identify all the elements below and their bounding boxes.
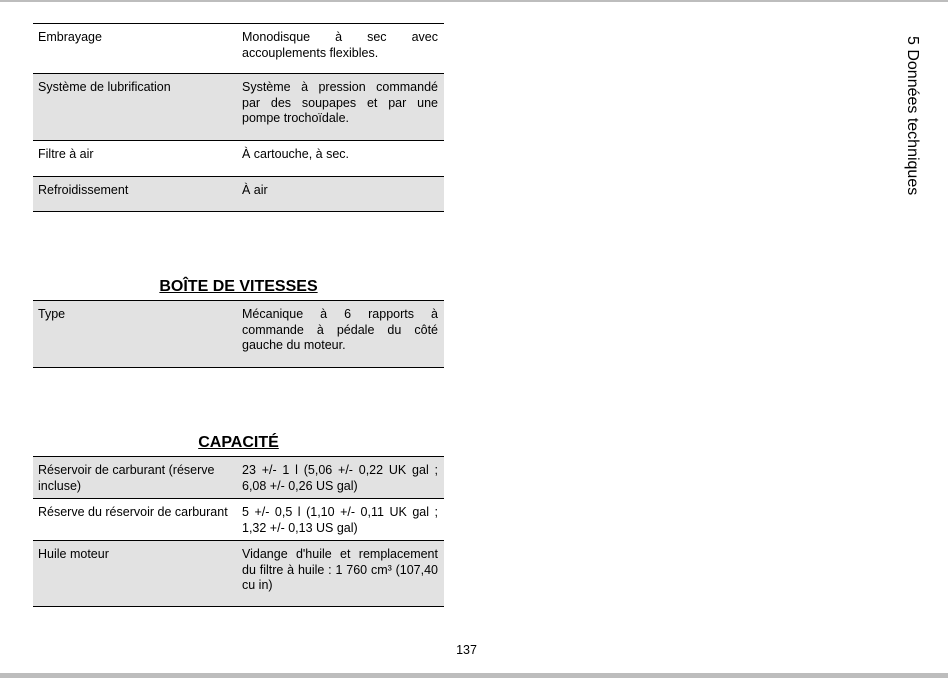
row-value: Vidange d'huile et remplacement du filtre à huile : 1 760 cm³ (107,40 cu in)	[242, 547, 438, 592]
table-row	[33, 141, 444, 177]
specs-table-capacity	[33, 456, 444, 607]
specs-table-gearbox	[33, 300, 444, 368]
row-label: Système de lubrification	[38, 80, 171, 94]
row-label: Huile moteur	[38, 547, 109, 561]
section-title-gearbox: BOÎTE DE VITESSES	[159, 278, 318, 295]
row-value: Monodisque à sec avec accouplements flexibles.	[242, 30, 438, 60]
table-row	[33, 499, 444, 541]
row-value: À cartouche, à sec.	[242, 147, 350, 161]
table-row	[33, 541, 444, 607]
chapter-side-label: 5 Données techniques	[904, 36, 921, 196]
row-label: Filtre à air	[38, 147, 94, 161]
top-rule	[0, 0, 948, 2]
row-value: 23 +/- 1 l (5,06 +/- 0,22 UK gal ; 6,08 +/- 0,26 US gal)	[242, 463, 438, 493]
row-label: Refroidissement	[38, 183, 129, 197]
table-row	[33, 456, 444, 499]
row-value: Système à pression commandé par des soupapes et par une pompe trochoïdale.	[242, 80, 438, 125]
row-value: Mécanique à 6 rapports à commande à pédale du côté gauche du moteur.	[242, 307, 438, 352]
row-label: Réservoir de carburant (réserve incluse)	[38, 463, 215, 493]
table-row	[33, 74, 444, 141]
specs-table-engine	[33, 23, 444, 212]
row-value: 5 +/- 0,5 l (1,10 +/- 0,11 UK gal ; 1,32 +/- 0,13 US gal)	[242, 505, 438, 535]
row-label: Réserve du réservoir de carburant	[38, 505, 228, 519]
row-value: À air	[242, 183, 268, 197]
section-title-capacity: CAPACITÉ	[198, 434, 279, 451]
table-row	[33, 300, 444, 368]
bottom-rule	[0, 673, 948, 678]
table-row	[33, 23, 444, 74]
table-row	[33, 177, 444, 212]
page-number: 137	[456, 643, 477, 657]
row-label: Embrayage	[38, 30, 102, 44]
row-label: Type	[38, 307, 66, 321]
